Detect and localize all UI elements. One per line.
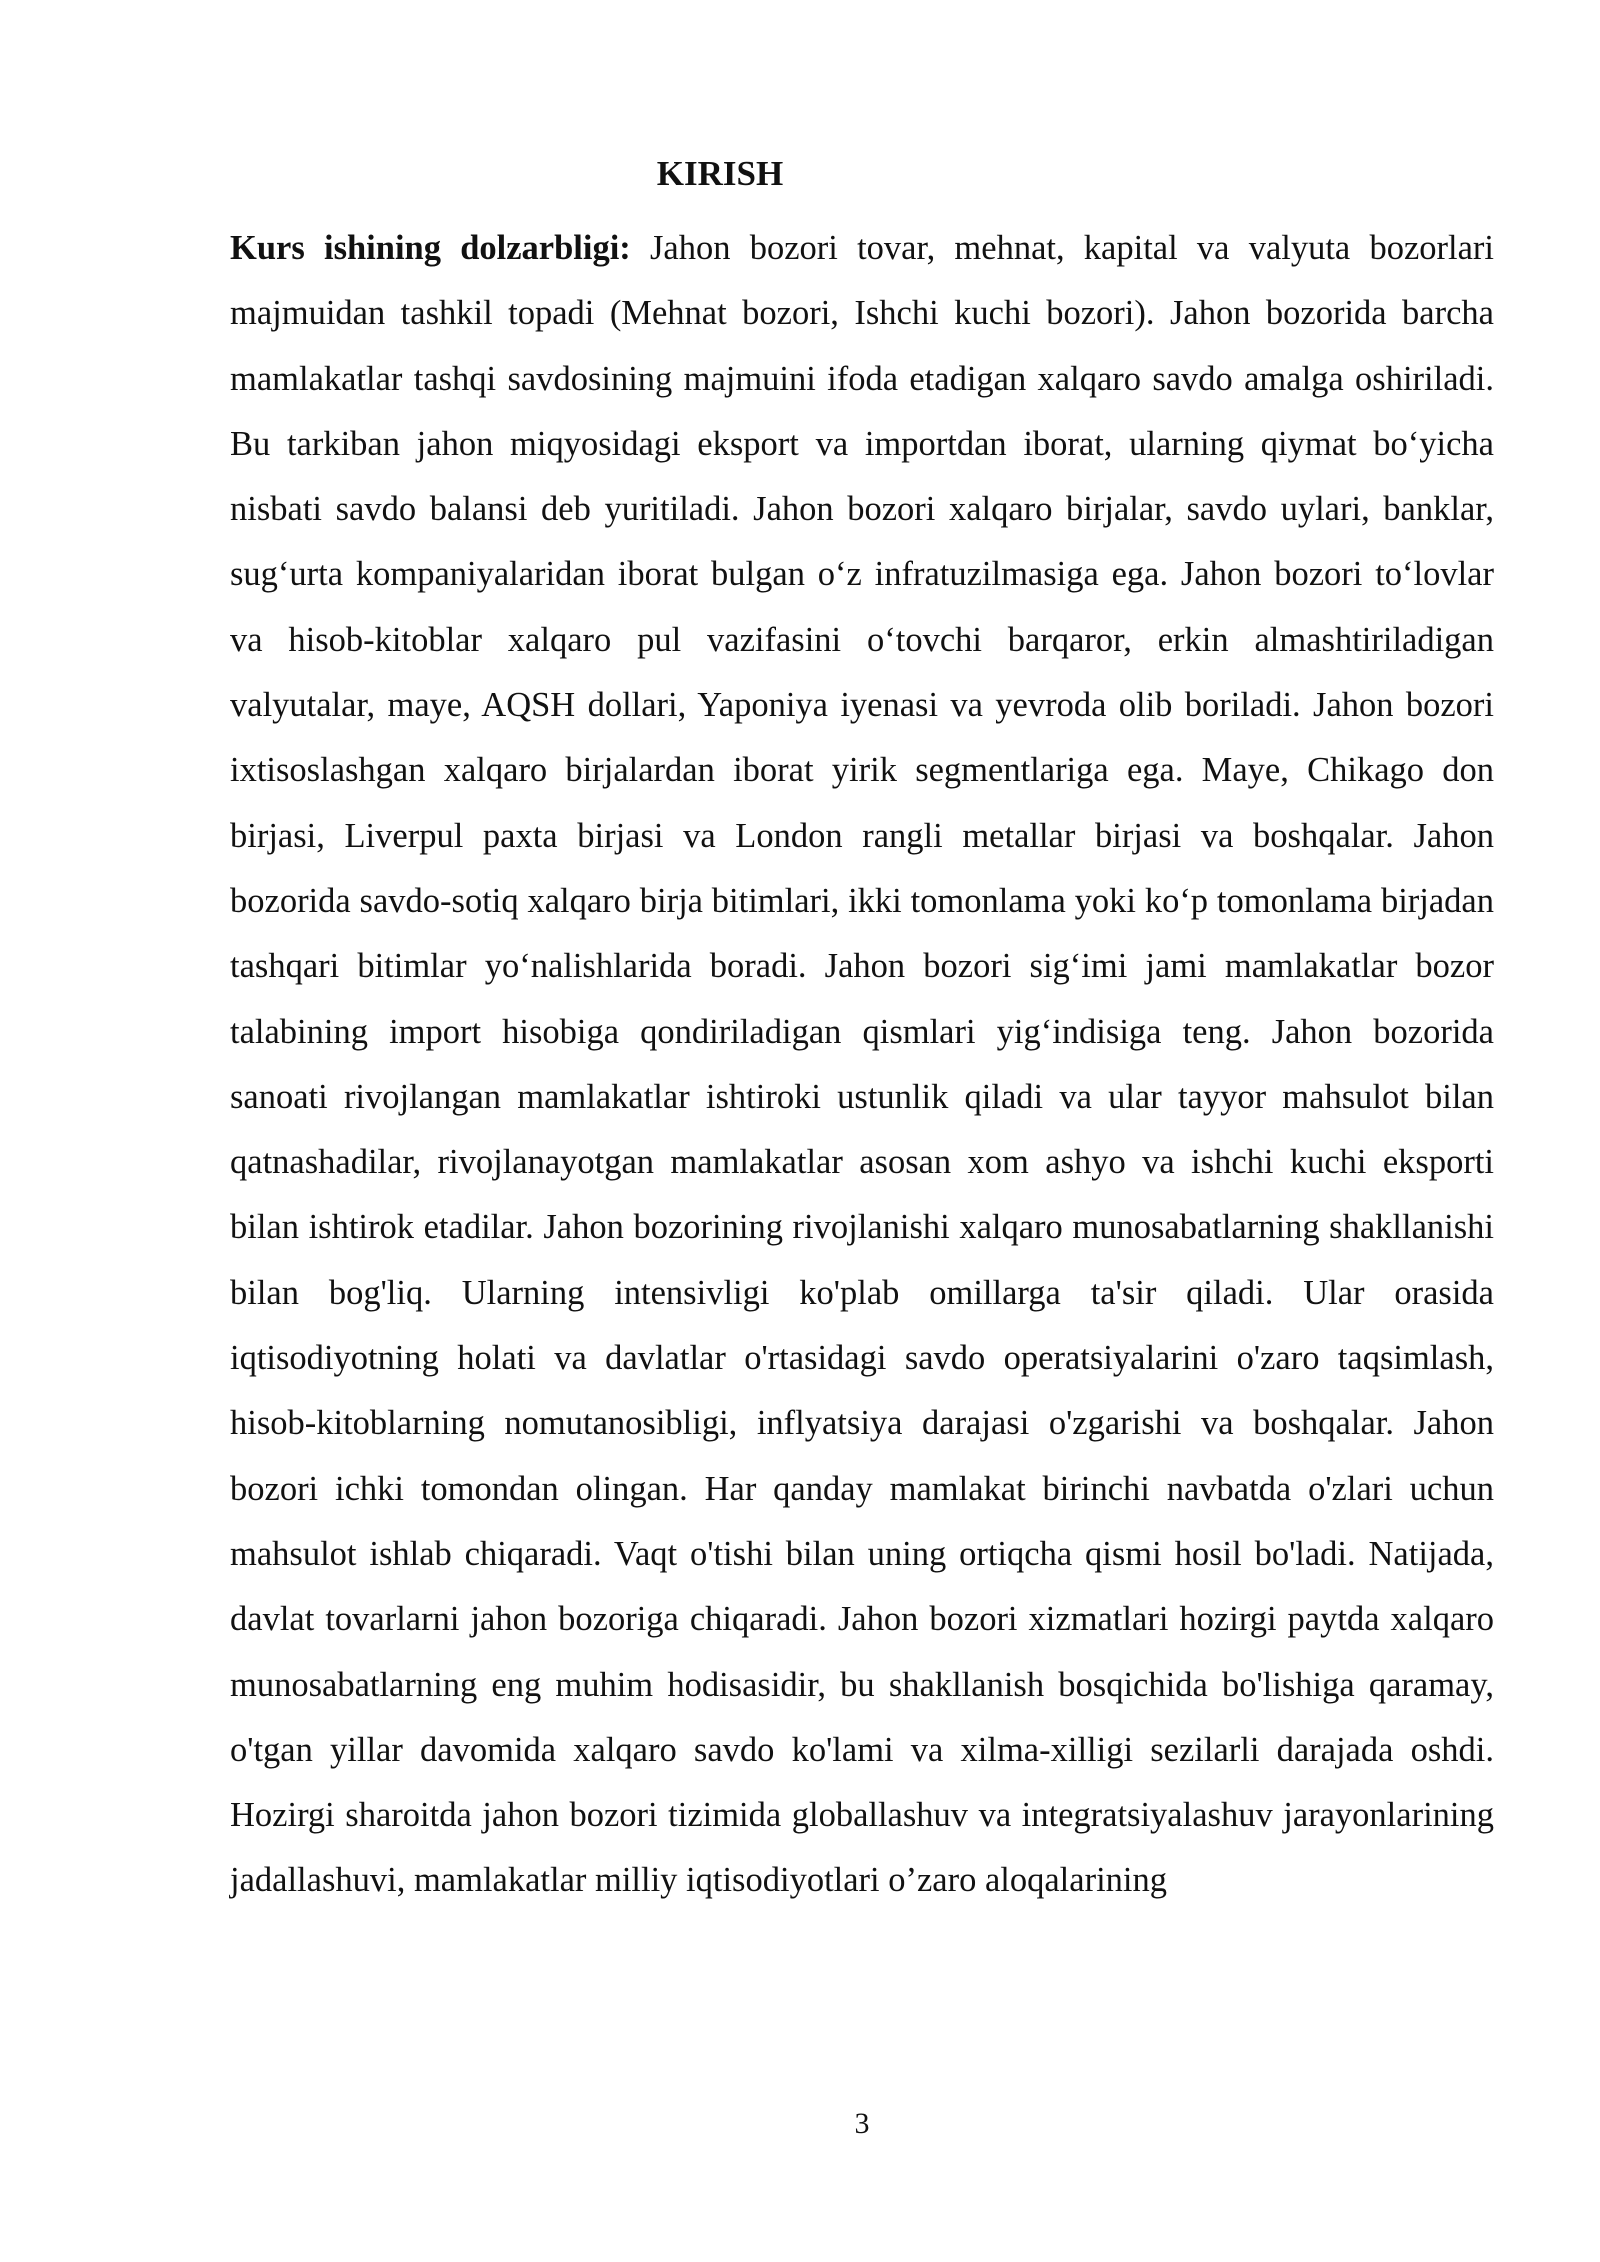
lead-label: Kurs ishining dolzarbligi: bbox=[230, 229, 631, 267]
paragraph-text: Hozirgi sharoitda jahon bozori tizimida globallashuv va integratsiyalashuv jarayonlarining jadallashuvi, mamlakatlar milliy iqtisodiyotlari o’zaro aloqalarining bbox=[230, 1796, 1494, 1900]
paragraph bbox=[230, 216, 1494, 1783]
body-text bbox=[230, 216, 1494, 1914]
paragraph-text: Jahon bozori tovar, mehnat, kapital va valyuta bozorlari majmuidan tashkil topadi (Mehnat bozori, Ishchi kuchi bozori). Jahon bozorida barcha mamlakatlar tashqi savdosining majmuini ifoda etadigan xalqaro savdo amalga oshiriladi. Bu tarkiban jahon miqyosidagi eksport va importdan iborat, ularning qiymat bo‘yicha nisbati savdo balansi deb yuritiladi. Jahon bozori xalqaro birjalar, savdo uylari, banklar, sug‘urta kompaniyalaridan iborat bulgan o‘z infratuzilmasiga ega. Jahon bozori to‘lovlar va hisob-kitoblar xalqaro pul vazifasini o‘tovchi barqaror, erkin almashtiriladigan valyutalar, maye, AQSH dollari, Yaponiya iyenasi va yevroda olib boriladi. Jahon bozori ixtisoslashgan xalqaro birjalardan iborat yirik segmentlariga ega. Maye, Chikago don birjasi, Liverpul paxta birjasi va London rangli metallar birjasi va boshqalar. Jahon bozorida savdo-sotiq xalqaro birja bitimlari, ikki tomonlama yoki ko‘p tomonlama birjadan tashqari bitimlar yo‘nalishlarida boradi. Jahon bozori sig‘imi jami mamlakatlar bozor talabining import hisobiga qondiriladigan qismlari yig‘indisiga teng. Jahon bozorida sanoati rivojlangan mamlakatlar ishtiroki ustunlik qiladi va ular tayyor mahsulot bilan qatnashadilar, rivojlanayotgan mamlakatlar asosan xom ashyo va ishchi kuchi eksporti bilan ishtirok etadilar. Jahon bozorining rivojlanishi xalqaro munosabatlarning shakllanishi bilan bog'liq. Ularning intensivligi ko'plab omillarga ta'sir qiladi. Ular orasida iqtisodiyotning holati va davlatlar o'rtasidagi savdo operatsiyalarini o'zaro taqsimlash, hisob-kitoblarning nomutanosibligi, inflyatsiya darajasi o'zgarishi va boshqalar. Jahon bozori ichki tomondan olingan. Har qanday mamlakat birinchi navbatda o'zlari uchun mahsulot ishlab chiqaradi. Vaqt o'tishi bilan uning ortiqcha qismi hosil bo'ladi. Natijada, davlat tovarlarni jahon bozoriga chiqaradi. Jahon bozori xizmatlari hozirgi paytda xalqaro munosabatlarning eng muhim hodisasidir, bu shakllanish bosqichida bo'lishiga qaramay, o'tgan yillar davomida xalqaro savdo ko'lami va xilma-xilligi sezilarli darajada oshdi. bbox=[230, 229, 1494, 1769]
section-heading: KIRISH bbox=[656, 154, 784, 193]
paragraph bbox=[230, 1783, 1494, 1914]
page-number: 3 bbox=[854, 2107, 870, 2140]
